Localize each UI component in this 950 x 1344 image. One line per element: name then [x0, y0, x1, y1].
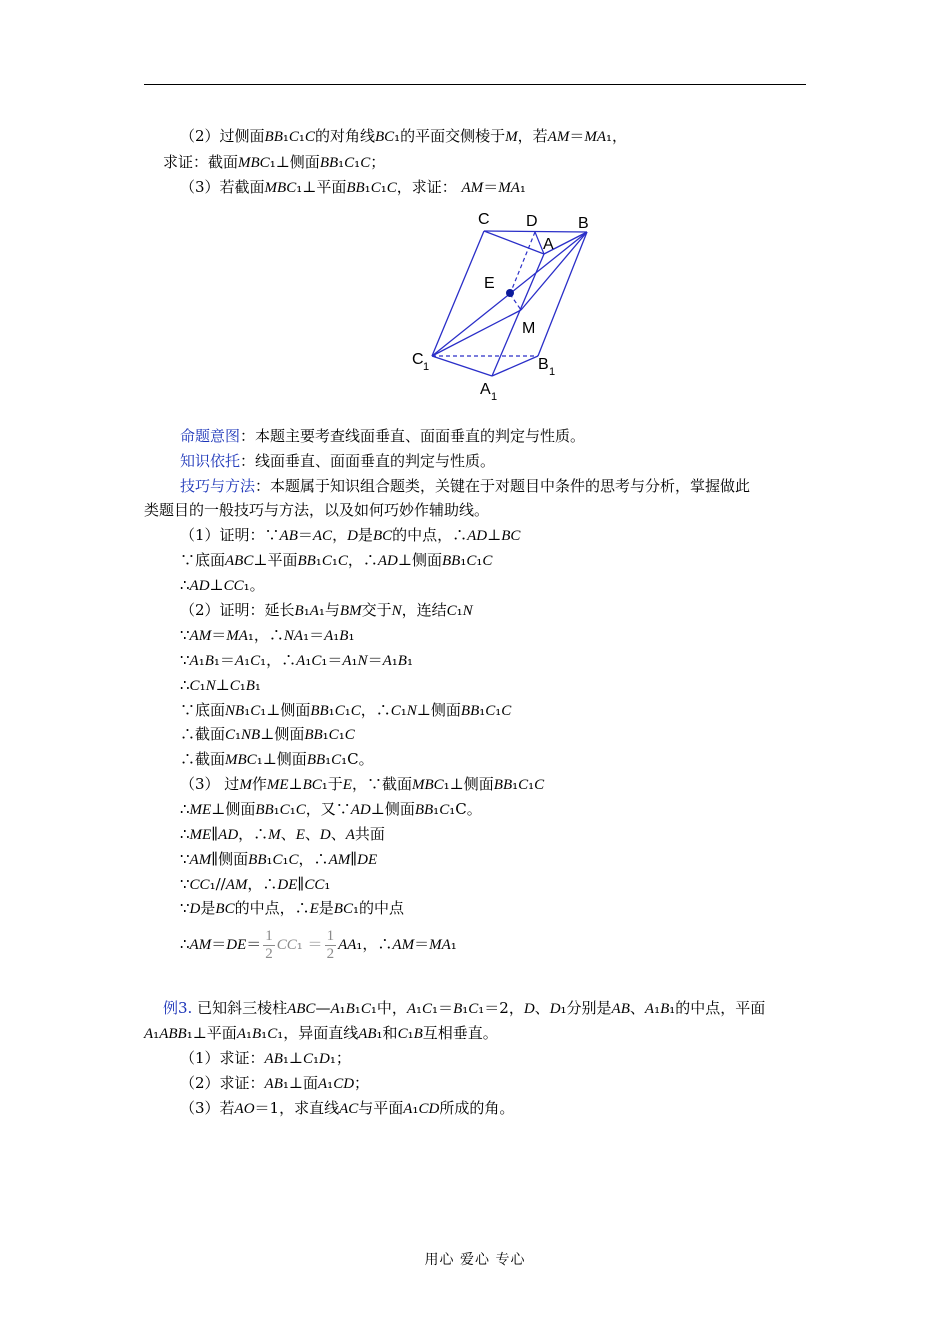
example-3-line-2: A₁ABB₁⊥平面A₁B₁C₁，异面直线AB₁和C₁B互相垂直。	[144, 1024, 498, 1042]
edge-ca	[484, 231, 544, 254]
proof-3-line-3: ∴ME∥AD，∴M、E、D、A共面	[180, 825, 385, 843]
example-3-q2: （2）求证：AB₁⊥面A₁CD；	[180, 1074, 370, 1092]
label-c1-sub: 1	[423, 361, 430, 373]
proof-2-line-7: ∴截面MBC₁⊥侧面BB₁C₁C。	[180, 750, 374, 768]
label-d: D	[526, 213, 538, 230]
label-c: C	[478, 211, 490, 228]
proof-2-line-4: ∴C₁N⊥C₁B₁	[180, 676, 261, 694]
line-c1m	[432, 310, 521, 356]
point-e	[506, 289, 514, 297]
example-3-line-1: 例3. 已知斜三棱柱ABC—A₁B₁C₁中，A₁C₁＝B₁C₁＝2，D、D₁分别是AB、A₁B₁的中点，平面	[163, 999, 766, 1017]
proof-3-line-5: ∵CC₁//AM，∴DE∥CC₁	[180, 875, 331, 893]
method-line: 技巧与方法：本题属于知识组合题类，关键在于对题目中条件的思考与分析，掌握做此	[180, 477, 751, 495]
problem-part-2: （2）过侧面BB₁C₁C的对角线BC₁的平面交侧棱于M，若AM＝MA₁，	[180, 127, 628, 145]
label-b1-sub: 1	[549, 366, 556, 378]
example-3-q1: （1）求证：AB₁⊥C₁D₁；	[180, 1049, 351, 1067]
proof-2-line-5: ∵底面NB₁C₁⊥侧面BB₁C₁C，∴C₁N⊥侧面BB₁C₁C	[180, 701, 512, 719]
proof-2-line-1: （2）证明：延长B₁A₁与BM交于N，连结C₁N	[180, 601, 473, 619]
edge-c1a1	[432, 356, 492, 376]
proof-2-line-3: ∵A₁B₁＝A₁C₁，∴A₁C₁＝A₁N＝A₁B₁	[180, 651, 413, 669]
label-b: B	[578, 215, 589, 232]
example-3-q3: （3）若AO＝1，求直线AC与平面A₁CD所成的角。	[180, 1099, 515, 1117]
problem-part-2-prove: 求证：截面MBC₁⊥侧面BB₁C₁C；	[163, 153, 386, 171]
header-rule	[144, 84, 806, 85]
label-m: M	[522, 320, 536, 337]
label-a1-sub: 1	[491, 391, 498, 403]
proof-3-line-6: ∵D是BC的中点，∴E是BC₁的中点	[180, 899, 404, 917]
problem-part-3: （3）若截面MBC₁⊥平面BB₁C₁C，求证： AM＝MA₁	[180, 178, 526, 196]
label-e: E	[484, 275, 495, 292]
label-c1: C	[412, 351, 424, 368]
knowledge-line: 知识依托：线面垂直、面面垂直的判定与性质。	[180, 452, 496, 470]
proof-3-line-1: （3） 过M作ME⊥BC₁于E，∵截面MBC₁⊥侧面BB₁C₁C	[180, 775, 545, 793]
proof-2-line-6: ∴截面C₁NB⊥侧面BB₁C₁C	[180, 725, 355, 743]
proof-1-line-3: ∴AD⊥CC₁。	[180, 576, 265, 594]
label-a1: A	[480, 381, 491, 398]
edge-cc1	[432, 231, 484, 356]
label-a: A	[543, 236, 554, 253]
proof-3-line-2: ∴ME⊥侧面BB₁C₁C，又∵AD⊥侧面BB₁C₁C。	[180, 800, 482, 818]
intent-line: 命题意图：本题主要考查线面垂直、面面垂直的判定与性质。	[180, 427, 586, 445]
method-line-cont: 类题目的一般技巧与方法，以及如何巧妙作辅助线。	[144, 501, 490, 519]
prism-figure	[400, 204, 600, 404]
proof-1-line-1: （1）证明：∵AB＝AC，D是BC的中点，∴AD⊥BC	[180, 526, 521, 544]
line-mb	[521, 232, 587, 310]
proof-1-line-2: ∵底面ABC⊥平面BB₁C₁C，∴AD⊥侧面BB₁C₁C	[180, 551, 493, 569]
proof-3-conclusion: ∴AM＝DE＝ $\frac{1}{2}$ CC₁ ＝ $\frac{1}{2}$ AA₁，∴AM＝MA₁	[180, 927, 457, 962]
page-footer: 用心 爱心 专心	[424, 1252, 526, 1268]
label-b1: B	[538, 356, 549, 373]
proof-3-line-4: ∵AM∥侧面BB₁C₁C，∴AM∥DE	[180, 850, 378, 868]
proof-2-line-2: ∵AM＝MA₁，∴NA₁＝A₁B₁	[180, 626, 355, 644]
